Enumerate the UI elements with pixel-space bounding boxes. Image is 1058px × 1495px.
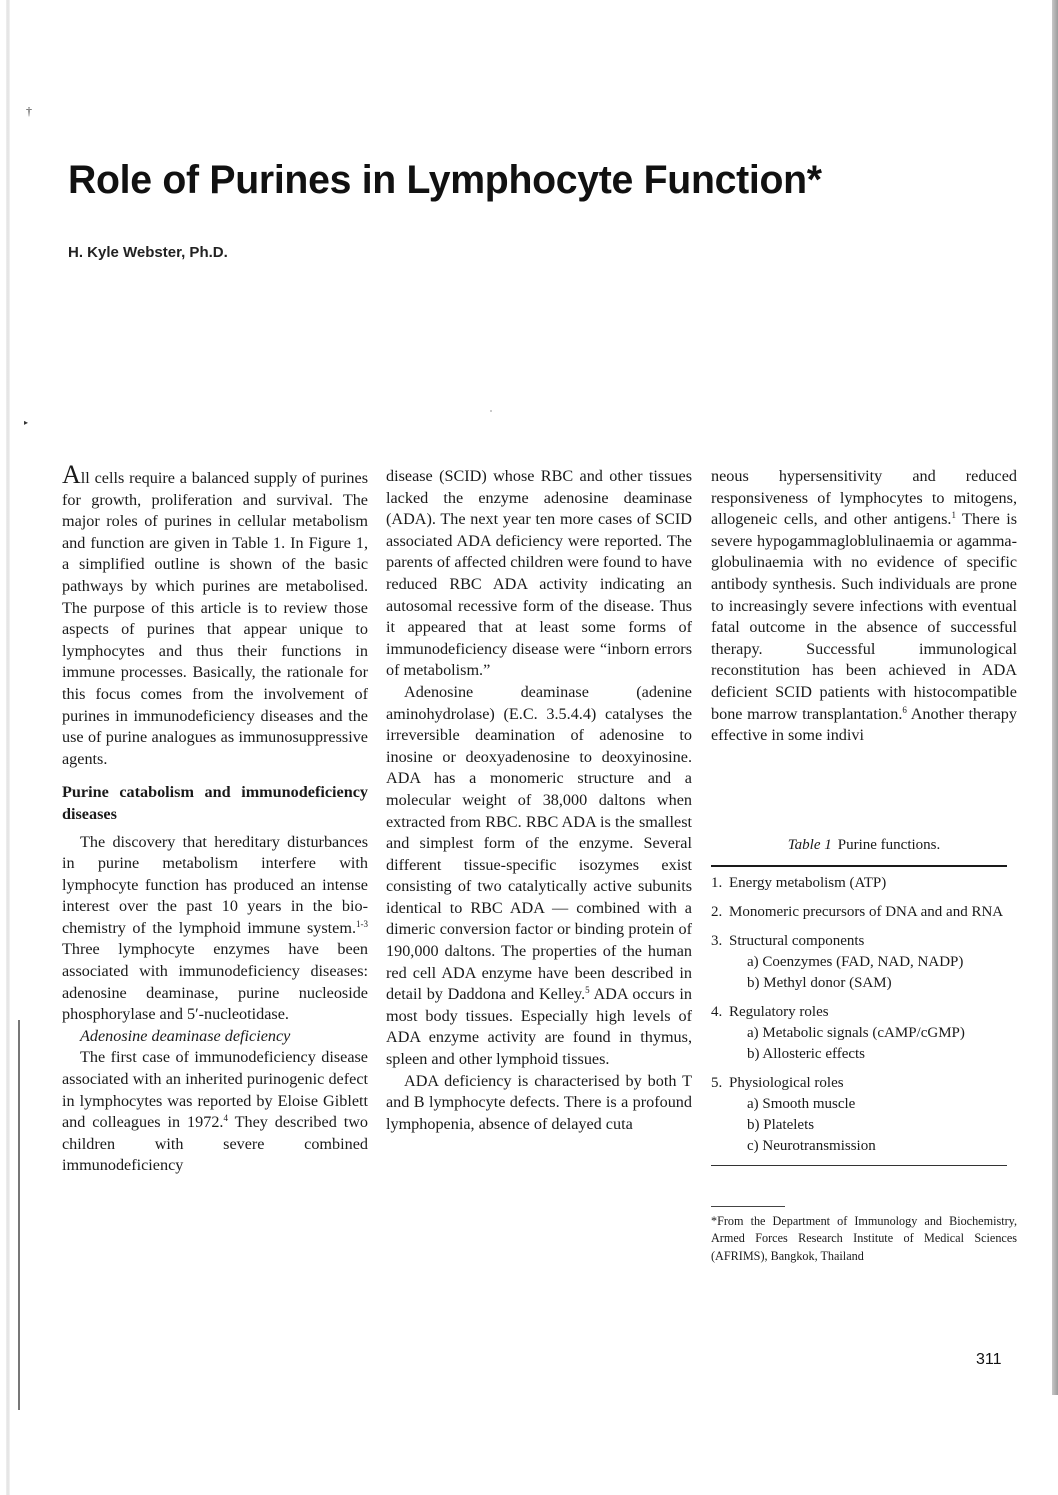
table-item: [711, 1002, 1017, 1065]
table-subitem: c) Neurotransmission: [747, 1137, 876, 1154]
scan-mark: †: [26, 104, 32, 118]
subsection-heading: Adenosine deaminase deficiency: [80, 1026, 291, 1045]
table-subitem: b) Platelets: [747, 1116, 815, 1133]
reference-superscript: 6: [902, 704, 907, 715]
page-number: 311: [976, 1351, 1002, 1368]
table-item-text: Structural components: [729, 932, 865, 949]
table-item-number: 4.: [711, 1003, 723, 1020]
table-caption-text: Purine functions.: [837, 836, 941, 853]
table-subitem: b) Methyl donor (SAM): [747, 974, 892, 991]
table-caption: [711, 835, 1017, 855]
table-item: [711, 873, 1017, 894]
purine-functions-table: [711, 873, 1017, 1157]
scan-speck: [490, 410, 492, 412]
table-item-text: Regulatory roles: [729, 1003, 829, 1020]
table-item-text: Physiological roles: [729, 1074, 844, 1091]
reference-superscript: 1: [951, 510, 956, 521]
affiliation-footnote: *From the Department of Immunology and Biochemistry, Armed Forces Research Institute of Medical Sciences (AFRIMS), Bangkok, Thailand: [711, 1213, 1017, 1263]
article-author: H. Kyle Webster, Ph.D.: [68, 244, 228, 261]
text-column-2: [386, 466, 692, 1135]
table-bottom-rule: [711, 1165, 1007, 1166]
scan-mark: ▸: [24, 418, 29, 427]
table-subitem: b) Allosteric effects: [747, 1045, 866, 1062]
paragraph: The first case of immunodeficiency disease associated with an inherited purinogenic defect in lymphocytes was reported by Eloise Giblett and colleagues in 1972.$^4$ They described two children with severe combined immunodeficiency: [62, 1048, 368, 1175]
scan-left-edge: [6, 0, 10, 1495]
table-item-number: 3.: [711, 932, 723, 949]
table-subitem: a) Smooth muscle: [747, 1095, 856, 1112]
paragraph: disease (SCID) whose RBC and other tissues lacked the enzyme adenosine deaminase (ADA). The next year ten more cases of SCID associated ADA deficiency were reported. The parents of affected children were found to have reduced RBC ADA activity indicating an autosomal recessive form of the disease. Thus it appeared that at least some forms of immunodeficiency disease were “inborn errors of metabolism.”: [386, 467, 692, 680]
table-item-text: Energy metabolism (ATP): [729, 874, 887, 891]
table-item: [711, 902, 1017, 923]
reference-superscript: 1-3: [356, 918, 368, 929]
intro-text: ll cells require a balanced supply of purines for growth, proliferation and survival. The major roles of purines in cellular metabolism and function are given in Table 1. In Figure 1, a simplified outline is shown of the basic pathways by which purines are metabolised. The purpose of this article is to review those aspects of purines that appear unique to lymphocytes and thus their functions in immune processes. Basically, the rationale for this focus comes from the involvement of purines in immunodeficiency diseases and the use of purine analogues as immunosuppressive agents.: [62, 469, 368, 768]
paragraph: ADA deficiency is characterised by both T and B lymphocyte defects. There is a profound lymphopenia, absence of delayed cuta: [386, 1071, 692, 1133]
table-item-number: 2.: [711, 903, 723, 920]
table-label: Table 1: [787, 836, 832, 853]
table-subitem: a) Metabolic signals (cAMP/cGMP): [747, 1024, 965, 1041]
article-title: Role of Purines in Lymphocyte Function*: [68, 158, 822, 202]
scan-binding-line: [18, 1020, 20, 1410]
reference-superscript: 4: [223, 1113, 228, 1124]
table-top-rule: [711, 865, 1007, 867]
text-column-1: [62, 460, 368, 1177]
section-heading: Purine catabolism and immunodeficiency diseases: [62, 783, 368, 823]
text-column-3: [711, 466, 1017, 1265]
drop-cap: A: [62, 460, 81, 489]
footnote-rule: [711, 1206, 785, 1207]
table-item-text: Monomeric precursors of DNA and and RNA: [729, 903, 1004, 920]
table-item: [711, 931, 1017, 994]
paragraph: The discovery that hereditary disturbances in purine metabolism interfere with lymphocyte function has produced an intense interest over the past 10 years in the biochemistry of the lymphoid immune system.$^{1-3}$ Three lymphocyte enzymes have been associated with immunodeficiency diseases: adenosine deaminase, purine nucleoside phosphorylase and 5′-nucleotidase.: [62, 832, 368, 1024]
table-item-number: 5.: [711, 1074, 723, 1091]
table-item-number: 1.: [711, 874, 723, 891]
reference-superscript: 5: [585, 985, 590, 996]
table-subitem: a) Coenzymes (FAD, NAD, NADP): [747, 953, 964, 970]
table-item: [711, 1073, 1017, 1157]
scan-right-edge: [1052, 0, 1058, 1395]
intro-paragraph: [62, 460, 368, 770]
paragraph: Adenosine deaminase (adenine aminohydrolase) (E.C. 3.5.4.4) catalyses the irreversible deamination of adenosine to inosine or deoxyadenosine to deoxyinosine. ADA has a monomeric structure and a molecular weight of 38,000 daltons when extracted from RBC. RBC ADA is the smallest and simplest form of the enzyme. Several different tissue-specific isozymes exist consisting of two catalytically active subunits identical to RBC ADA — combined with a dimeric conversion factor or binding protein of 190,000 daltons. The properties of the human red cell ADA enzyme have been described in detail by Daddona and Kelley.$^5$ ADA occurs in most body tissues. Especially high levels of ADA enzyme activity are found in thymus, spleen and other lymphoid tissues.: [386, 682, 693, 1069]
paragraph: neous hypersensitivity and reduced responsiveness of lymphocytes to mitogens, allogeneic cells, and other antigens.$^1$ There is severe hypogammagloblulinaemia or agammaglobulinaemia with no evidence of specific antibody synthesis. Such individuals are prone to increasingly severe infections with eventual fatal outcome in the absence of successful therapy. Successful immunological reconstitution has been achieved in ADA deficient SCID patients with histocompatible bone marrow transplantation.$^6$ Another therapy effective in some indivi: [711, 467, 1017, 745]
